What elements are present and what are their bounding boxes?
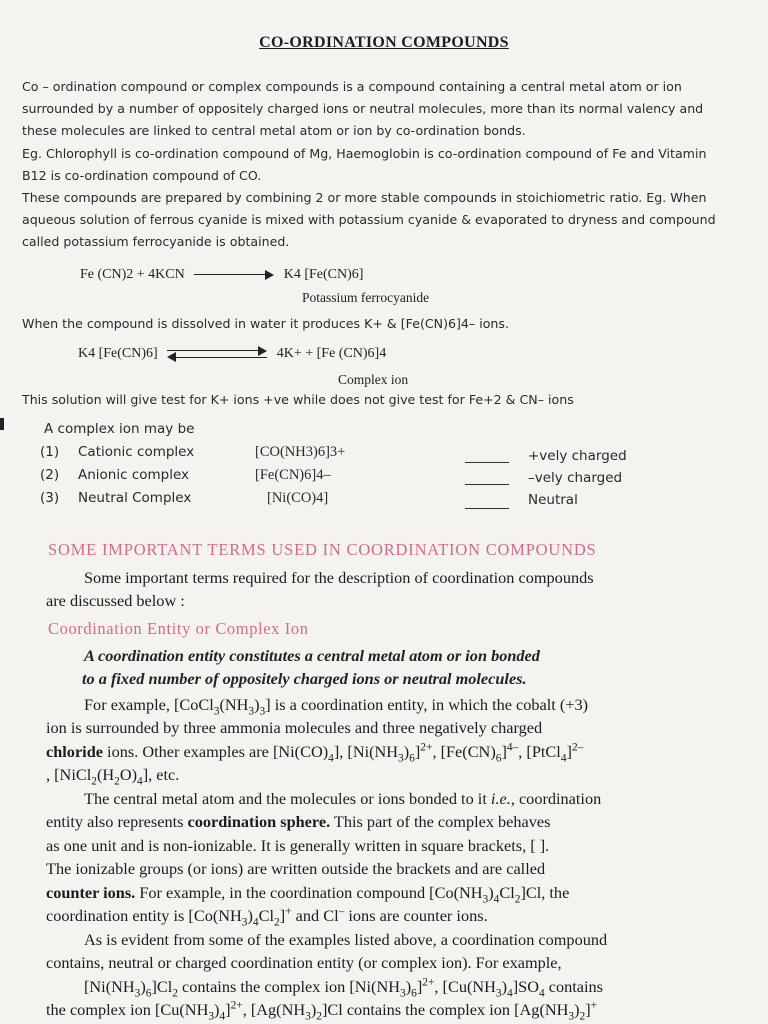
definition: A coordination entity constitutes a central metal atom or ion bonded to a fixed number of oppositely charged ions or neutral molecules. — [82, 646, 540, 688]
intro-line: called potassium ferrocyanide is obtained. — [22, 234, 290, 250]
dissolve-line: When the compound is dissolved in water it produces K+ & [Fe(CN)6]4– ions. — [22, 316, 509, 331]
margin-mark — [0, 418, 4, 430]
type-3-formula: [Ni(CO)4] — [267, 490, 329, 506]
eq1-reactants: Fe (CN)2 + 4KCN — [80, 267, 185, 282]
intro-line: Co – ordination compound or complex compounds is a compound containing a central metal atom or ion — [22, 79, 682, 94]
type-1-number: (1) — [40, 444, 60, 460]
intro-line: surrounded by a number of oppositely charged ions or neutral molecules, more than its normal valency and — [22, 101, 704, 117]
intro-line: these molecules are linked to central metal atom or ion by co-ordination bonds. — [22, 123, 526, 139]
intro-line: These compounds are prepared by combining 2 or more stable compounds in stoichiometric ratio. Eg. When — [22, 190, 707, 206]
intro-line: aqueous solution of ferrous cyanide is mixed with potassium cyanide & evaporated to dryness and compound — [22, 212, 716, 228]
sphere-paragraph: The central metal atom and the molecules or ions bonded to it i.e., coordination entity also represents coordination sphere. This part of the complex behaves as one unit and is non-ionizable. It is generally written in square brackets, [ ]. The ionizable groups (or ions) are written outside the brackets and are called counter ions. For example, in the coordination compound $[Co(NH_3)_4Cl_2]Cl$, the coordination entity is $[Co(NH_3)_4Cl_2]^+$ and Cl– ions are counter ions. — [46, 789, 602, 929]
intro-line: B12 is co-ordination compound of CO. — [22, 167, 262, 183]
type-2-charge: –vely charged — [528, 470, 623, 486]
type-1-name: Cationic complex — [78, 444, 195, 460]
type-2-number: (2) — [40, 467, 60, 483]
type-3-charge: Neutral — [528, 492, 578, 508]
test-line: This solution will give test for K+ ions +ve while does not give test for Fe+2 & CN– ions — [22, 392, 574, 407]
equilibrium-arrow-icon — [167, 347, 267, 361]
example-paragraph: For example, $[CoCl_3(NH_3)_3]$ is a coordination entity, in which the cobalt (+3) ion is surrounded by three ammonia molecules and three negatively charged chloride ions. Other examples are $[Ni(CO)_4]$, $[Ni(NH_3)_6]^{2+}$, $[Fe(CN)_6]^{4-}$, [PtCl$_4$]$^{2-}$ , $[NiCl_2(H_2O)_4]$, etc. — [46, 695, 589, 788]
page-title: CO-ORDINATION COMPOUNDS — [259, 34, 509, 51]
type-2-formula: [Fe(CN)6]4– — [255, 467, 331, 483]
type-3-number: (3) — [40, 490, 60, 506]
type-3-name: Neutral Complex — [78, 490, 192, 506]
equation-2 — [78, 346, 386, 362]
evident-paragraph: As is evident from some of the examples listed above, a coordination compound contains, neutral or charged coordination entity (or complex ion). For example, $[Ni(NH_3)_6]Cl_2$ contains the complex ion $[Ni(NH_3)_6]^{2+}$, $[Cu(NH_3)_4]SO_4$ contains the complex ion $[Cu(NH_3)_4]^{2+}$, $[Ag(NH_3)_2]Cl$ contains the complex ion $[Ag(NH_3)_2]^+$ — [46, 930, 608, 1023]
equation-1 — [80, 267, 363, 283]
eq1-product-label: Potassium ferrocyanide — [302, 290, 430, 305]
type-3-dash — [465, 508, 509, 509]
eq1-product: K4 [Fe(CN)6] — [283, 267, 364, 282]
arrow-right-icon — [194, 270, 274, 280]
type-1-dash — [465, 462, 509, 463]
intro-line: Eg. Chlorophyll is co-ordination compound of Mg, Haemoglobin is co-ordination compound of Fe and Vitamin — [22, 145, 707, 161]
section-heading: SOME IMPORTANT TERMS USED IN COORDINATION COMPOUNDS — [48, 540, 597, 559]
subheading: Coordination Entity or Complex Ion — [48, 619, 309, 638]
type-1-charge: +vely charged — [528, 448, 627, 464]
eq2-reactant: K4 [Fe(CN)6] — [78, 346, 158, 361]
eq2-products: 4K+ + [Fe (CN)6]4 — [276, 346, 387, 361]
types-intro: A complex ion may be — [44, 421, 195, 437]
type-2-name: Anionic complex — [78, 467, 190, 483]
intro-paragraph — [22, 76, 752, 254]
eq2-complex-label: Complex ion — [338, 372, 409, 387]
type-1-formula: [CO(NH3)6]3+ — [255, 444, 346, 460]
type-2-dash — [465, 484, 509, 485]
section-intro: Some important terms required for the description of coordination compounds are discussed below : — [46, 568, 594, 611]
